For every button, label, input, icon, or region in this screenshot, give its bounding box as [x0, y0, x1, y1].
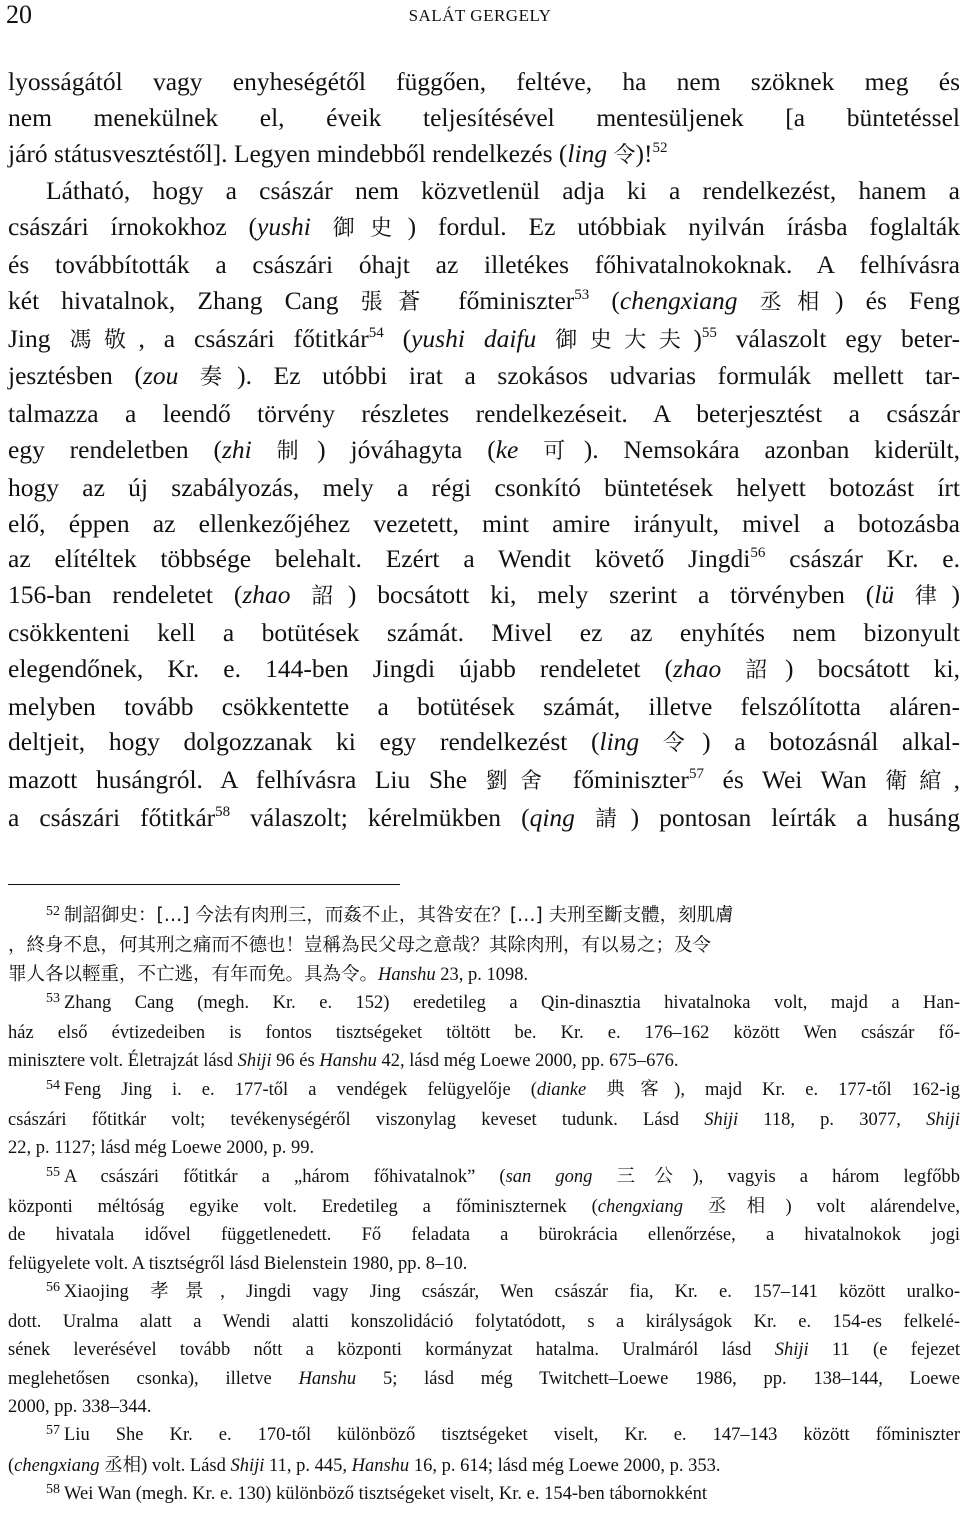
- footnote-line: $^{55}$ A császári főtitkár a „három főhivatalnok” (san gong 三公), vagyis a három legfőbb: [46, 1164, 960, 1187]
- footnote-line: $^{52}$ 制詔御史：[…] 今法有肉刑三，而姦不止，其咎安在？[…] 夫刑至斷支體，刻肌膚: [46, 904, 734, 926]
- footnote-line: 22, p. 1127; lásd még Loewe 2000, p. 99.: [8, 1138, 315, 1159]
- footnote-number: 54: [46, 1077, 60, 1093]
- text-line: egy rendeletben (zhi 制) jóváhagyta (ke 可). Nemsokára azonban kiderült,: [8, 434, 960, 464]
- footnote-line: dott. Uralma alatt a Wendi alatti konszolidáció folytatódott, s a királyságok Kr. e. 154-es felkelé-: [8, 1312, 960, 1333]
- text-line: csökkenteni kell a botütések számát. Mivel ez az enyhítés nem bizonyult: [8, 617, 960, 647]
- text-line: mazott husángról. A felhívásra Liu She 劉舍 főminiszter$^{57}$ és Wei Wan 衛綰,: [8, 765, 960, 795]
- footnote-52: [8, 902, 960, 989]
- footnote-line: felügyelete volt. A tisztségről lásd Bielenstein 1980, pp. 8–10.: [8, 1253, 468, 1274]
- footnote-line: $^{54}$ Feng Jing i. e. 177-től a vendégek felügyelője (dianke 典客), majd Kr. e. 177-től 162-ig: [46, 1077, 960, 1100]
- footnote-line: $^{58}$ Wei Wan (megh. Kr. e. 130) különböző tisztségeket viselt, Kr. e. 154-ben tábornokként: [46, 1481, 708, 1504]
- footnote-ref[interactable]: 54: [368, 324, 384, 341]
- page-number: 20: [6, 0, 32, 29]
- footnotes: [8, 902, 960, 1510]
- footnote-line: minisztere volt. Életrajzát lásd Shiji 96 és Hanshu 42, lásd még Loewe 2000, pp. 675–676.: [8, 1051, 679, 1072]
- footnote-ref[interactable]: 53: [574, 286, 590, 303]
- footnote-58: [8, 1480, 960, 1510]
- footnote-line: (chengxiang 丞相) volt. Lásd Shiji 11, p. 445, Hanshu 16, p. 614; lásd még Loewe 2000, p. 353.: [8, 1454, 721, 1476]
- paragraph: [8, 173, 960, 837]
- footnote-line: 罪人各以輕重，不亡逃，有年而免。具為令。Hanshu 23, p. 1098.: [8, 963, 529, 985]
- text-line: deltjeit, hogy dolgozzanak ki egy rendelkezést (ling 令) a botozásnál alkal-: [8, 727, 960, 757]
- footnote-line: császári főtitkár volt; tevékenységéről viszonylag keveset tudunk. Lásd Shiji 118, p. 3077, Shiji: [8, 1110, 960, 1131]
- main-text: [8, 64, 960, 838]
- footnote-line: központi méltóság egyike volt. Eredetileg a főminiszternek (chengxiang 丞相) volt alárendelve,: [8, 1195, 960, 1217]
- text-line: a császári főtitkár$^{58}$ válaszolt; kérelmükben (qing 請) pontosan leírták a husáng: [8, 802, 960, 832]
- footnote-number: 53: [46, 990, 60, 1006]
- footnote-ref[interactable]: 55: [701, 324, 717, 341]
- text-line: 156-ban rendeletet (zhao 詔) bocsátott ki, mely szerint a törvényben (lü 律): [8, 580, 960, 610]
- text-line: nem menekülnek el, éveik teljesítésével mentesüljenek [a büntetéssel: [8, 102, 960, 132]
- footnote-number: 57: [46, 1423, 60, 1439]
- page-header: [0, 0, 960, 34]
- text-line: Jing 馮敬, a császári főtitkár$^{54}$ (yushi daifu 御史大夫)$^{55}$ válaszolt egy beter-: [8, 323, 960, 353]
- text-line: elő, éppen az ellenkezőjéhez vezetett, mint amire irányult, mivel a botozásba: [8, 508, 960, 538]
- footnote-number: 52: [46, 904, 60, 919]
- footnote-57: [8, 1421, 960, 1480]
- footnote-line: $^{53}$ Zhang Cang (megh. Kr. e. 152) eredetileg a Qin-dinasztia hivatalnoka volt, majd a Han-: [46, 990, 960, 1013]
- footnote-number: 56: [46, 1279, 60, 1295]
- text-line: lyosságától vagy enyheségétől függően, feltéve, ha nem szöknek meg és: [8, 67, 960, 96]
- text-line: és továbbították a császári óhajt az illetékes főhivatalnokoknak. A felhívásra: [8, 249, 960, 279]
- text-line: talmazza a leendő törvény részletes rendelkezéseit. A beterjesztést a császár: [8, 399, 960, 429]
- text-line: hogy az új szabályozás, mely a régi csonkító büntetések helyett botozást írt: [8, 472, 960, 502]
- text-line: az elítéltek többsége belehalt. Ezért a Wendit követő Jingdi$^{56}$ császár Kr. e.: [8, 544, 960, 574]
- text-line: járó státusvesztéstől]. Legyen mindebből rendelkezés (ling 令)!$^{52}$: [8, 138, 668, 168]
- text-line: császári írnokokhoz (yushi 御史) fordul. Ez utóbbiak nyilván írásba foglalták: [8, 212, 960, 242]
- footnote-line: $^{57}$ Liu She Kr. e. 170-től különböző tisztségeket viselt, Kr. e. 147–143 között főminiszter: [46, 1423, 960, 1446]
- footnote-ref[interactable]: 58: [215, 803, 231, 820]
- footnote-ref[interactable]: 52: [652, 139, 668, 156]
- footnote-number: 55: [46, 1164, 60, 1180]
- footnote-ref[interactable]: 56: [750, 545, 766, 562]
- footnote-ref[interactable]: 57: [688, 766, 704, 783]
- text-line: elegendőnek, Kr. e. 144-ben Jingdi újabb rendeletet (zhao 詔) bocsátott ki,: [8, 653, 960, 683]
- text-line: Látható, hogy a császár nem közvetlenül adja ki a rendelkezést, hanem a: [46, 176, 960, 206]
- footnote-line: sének leverésével tovább nőtt a központi kormányzat hatalma. Uralmáról lásd Shiji 11 (e fejezet: [8, 1340, 960, 1361]
- footnote-line: meglehetősen csonka), illetve Hanshu 5; lásd még Twitchett–Loewe 1986, pp. 138–144, Loewe: [8, 1368, 960, 1389]
- running-head: SALÁT GERGELY: [408, 6, 552, 25]
- text-line: két hivatalnok, Zhang Cang 張蒼 főminiszter$^{53}$ (chengxiang 丞相) és Feng: [8, 285, 960, 315]
- paragraph: [8, 64, 960, 173]
- footnote-line: ház első évtizedeiben is fontos tisztségeket töltött be. Kr. e. 176–162 között Wen császár fő-: [8, 1023, 960, 1044]
- footnote-line: $^{56}$ Xiaojing 孝景, Jingdi vagy Jing császár, Wen császár fia, Kr. e. 157–141 között uralko-: [46, 1279, 960, 1302]
- footnote-54: [8, 1076, 960, 1163]
- text-line: jesztésben (zou 奏). Ez utóbbi irat a szokásos udvarias formulák mellett tar-: [8, 361, 960, 391]
- footnote-line: 2000, pp. 338–344.: [8, 1397, 152, 1418]
- footnote-line: ，終身不息，何其刑之痛而不德也！豈稱為民父母之意哉？其除肉刑，有以易之；及令: [8, 935, 712, 957]
- footnote-56: [8, 1278, 960, 1421]
- footnote-number: 58: [46, 1481, 60, 1497]
- footnote-separator: [8, 884, 400, 885]
- footnote-53: [8, 989, 960, 1076]
- text-line: melyben tovább csökkentette a botütések számát, illetve felszólította aláren-: [8, 691, 960, 721]
- footnote-line: de hivatala idővel függetlenedett. Fő feladata a bürokrácia ellenőrzése, a hivatalnokok jogi: [8, 1225, 960, 1246]
- footnote-55: [8, 1163, 960, 1278]
